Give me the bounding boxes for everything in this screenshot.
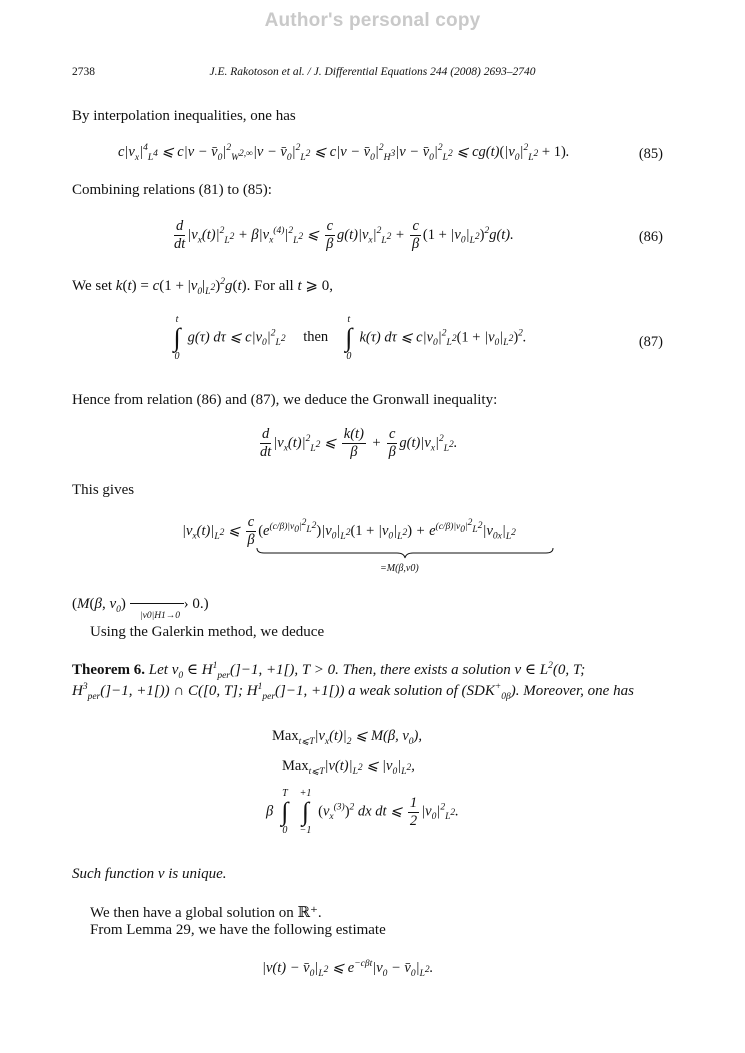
equation-bound: $|v_x(t)|_{L^2}$ ⩽ $\frac{c}{\beta}$ $(e^{(c/\beta)|v_0|^2_{L^2}})|v_0|_{L^2}(1 + |v_0|_{L^2}) + e^{(c/\beta)|v_0|^2_{L^2}}|v_{0x}|_{L^2}$	[182, 514, 516, 548]
equation-number-86: (86)	[638, 229, 663, 245]
estimate-energy: β T ∫ 0 +1 ∫ −1 $(v_x^{(3)})^2$ dx dt ⩽ $\frac{1}{2}$ $|v_0|^2_{L^2}$.	[266, 788, 459, 836]
paragraph-combining: Combining relations (81) to (85):	[72, 182, 272, 198]
underbrace-label: =M(β,v0)	[380, 563, 419, 574]
then-word: then	[303, 329, 329, 346]
theorem-6-line2: $H^3_{per}(]-1$, +1[)) ∩ C([0, T]; $H^1_{per}(]-1$, +1[)) a weak solution of $(SDK^+_{0\beta})$. Moreover, one has	[72, 682, 634, 702]
equation-gronwall: $\frac{d}{dt}$ $|v_x(t)|^2_{L^2}$ ⩽ $\frac{k(t)}{\beta}$ + $\frac{c}{\beta}$ $g(t)|v_x|^2_{L^2}$.	[260, 426, 458, 460]
estimate-max-v: $Max_{t⩽T}|v(t)|_{L^2}$ ⩽ $|v_0|_{L^2}$,	[282, 758, 415, 777]
paragraph-galerkin: Using the Galerkin method, we deduce	[90, 624, 325, 640]
estimate-max-vx: $Max_{t⩽T}|v_x(t)|_2$ ⩽ M(β, $v_0$),	[272, 728, 422, 747]
estimate-final: $|v(t) - v̄_0|_{L^2}$ ⩽ $e^{-c\beta t}|v_0$ − $v̄_0|_{L^2}$.	[262, 959, 434, 979]
theorem-label: Theorem 6.	[72, 662, 146, 678]
equation-87: t ∫ 0 g(τ) dτ ⩽ $c|v_0|^2_{L^2}$ then t ∫ 0 k(τ) dτ ⩽ $c|v_0|^2_{L^2}(1 + |v_0|_{L^2})^2$.	[173, 314, 527, 362]
limit-subscript: |v0|H1→0	[140, 611, 181, 621]
paragraph-gives: This gives	[72, 482, 135, 498]
underbrace	[256, 547, 554, 559]
equation-85: $c|v_x|^4_{L^4}$ ⩽ $c|v - v̄_0|^2_{W^{2,\infty}}|v$ − $v̄_0|^2_{L^2}$ ⩽ $c|v - v̄_0|^2_{H^3}|v$ − $v̄_0|^2_{L^2}$ ⩽ $cg(t)(|v_0|^2_{L^2} + 1)$.	[118, 143, 570, 163]
paragraph-global: We then have a global solution on ℝ⁺.	[90, 905, 322, 921]
equation-number-87: (87)	[638, 334, 663, 350]
paragraph-limit: (M(β, $v_0$) › 0.)	[72, 596, 209, 615]
equation-number-85: (85)	[638, 146, 663, 162]
paragraph-set-k: We set $k(t) = c(1 + |v_0|_{L^2})^2g(t)$. For all t ⩾ 0,	[72, 277, 333, 297]
paragraph-interpolation: By interpolation inequalities, one has	[72, 108, 296, 124]
watermark: Author's personal copy	[264, 10, 481, 31]
equation-86: $\frac{d}{dt}$ $|v_x(t)|^2_{L^2} + \beta|v_x^{(4)}|^2_{L^2}$ ⩽ $\frac{c}{\beta}$ $g(t)|v_x|^2_{L^2}$ + $\frac{c}{\beta}$ $(1 + |v_0|_{L^2})^2g(t)$.	[174, 218, 514, 252]
paragraph-lemma: From Lemma 29, we have the following estimate	[90, 922, 386, 938]
page-number: 2738	[72, 66, 95, 78]
running-title: J.E. Rakotoson et al. / J. Differential Equations 244 (2008) 2693–2740	[209, 66, 536, 78]
paragraph-gronwall: Hence from relation (86) and (87), we deduce the Gronwall inequality:	[72, 392, 498, 408]
paragraph-unique: Such function v is unique.	[72, 866, 227, 882]
theorem-6: Theorem 6. Let $v_0$ ∈ $H^1_{per}(]-1$, +1[), T > 0. Then, there exists a solution v ∈ $L^2(0$, T;	[72, 661, 586, 681]
